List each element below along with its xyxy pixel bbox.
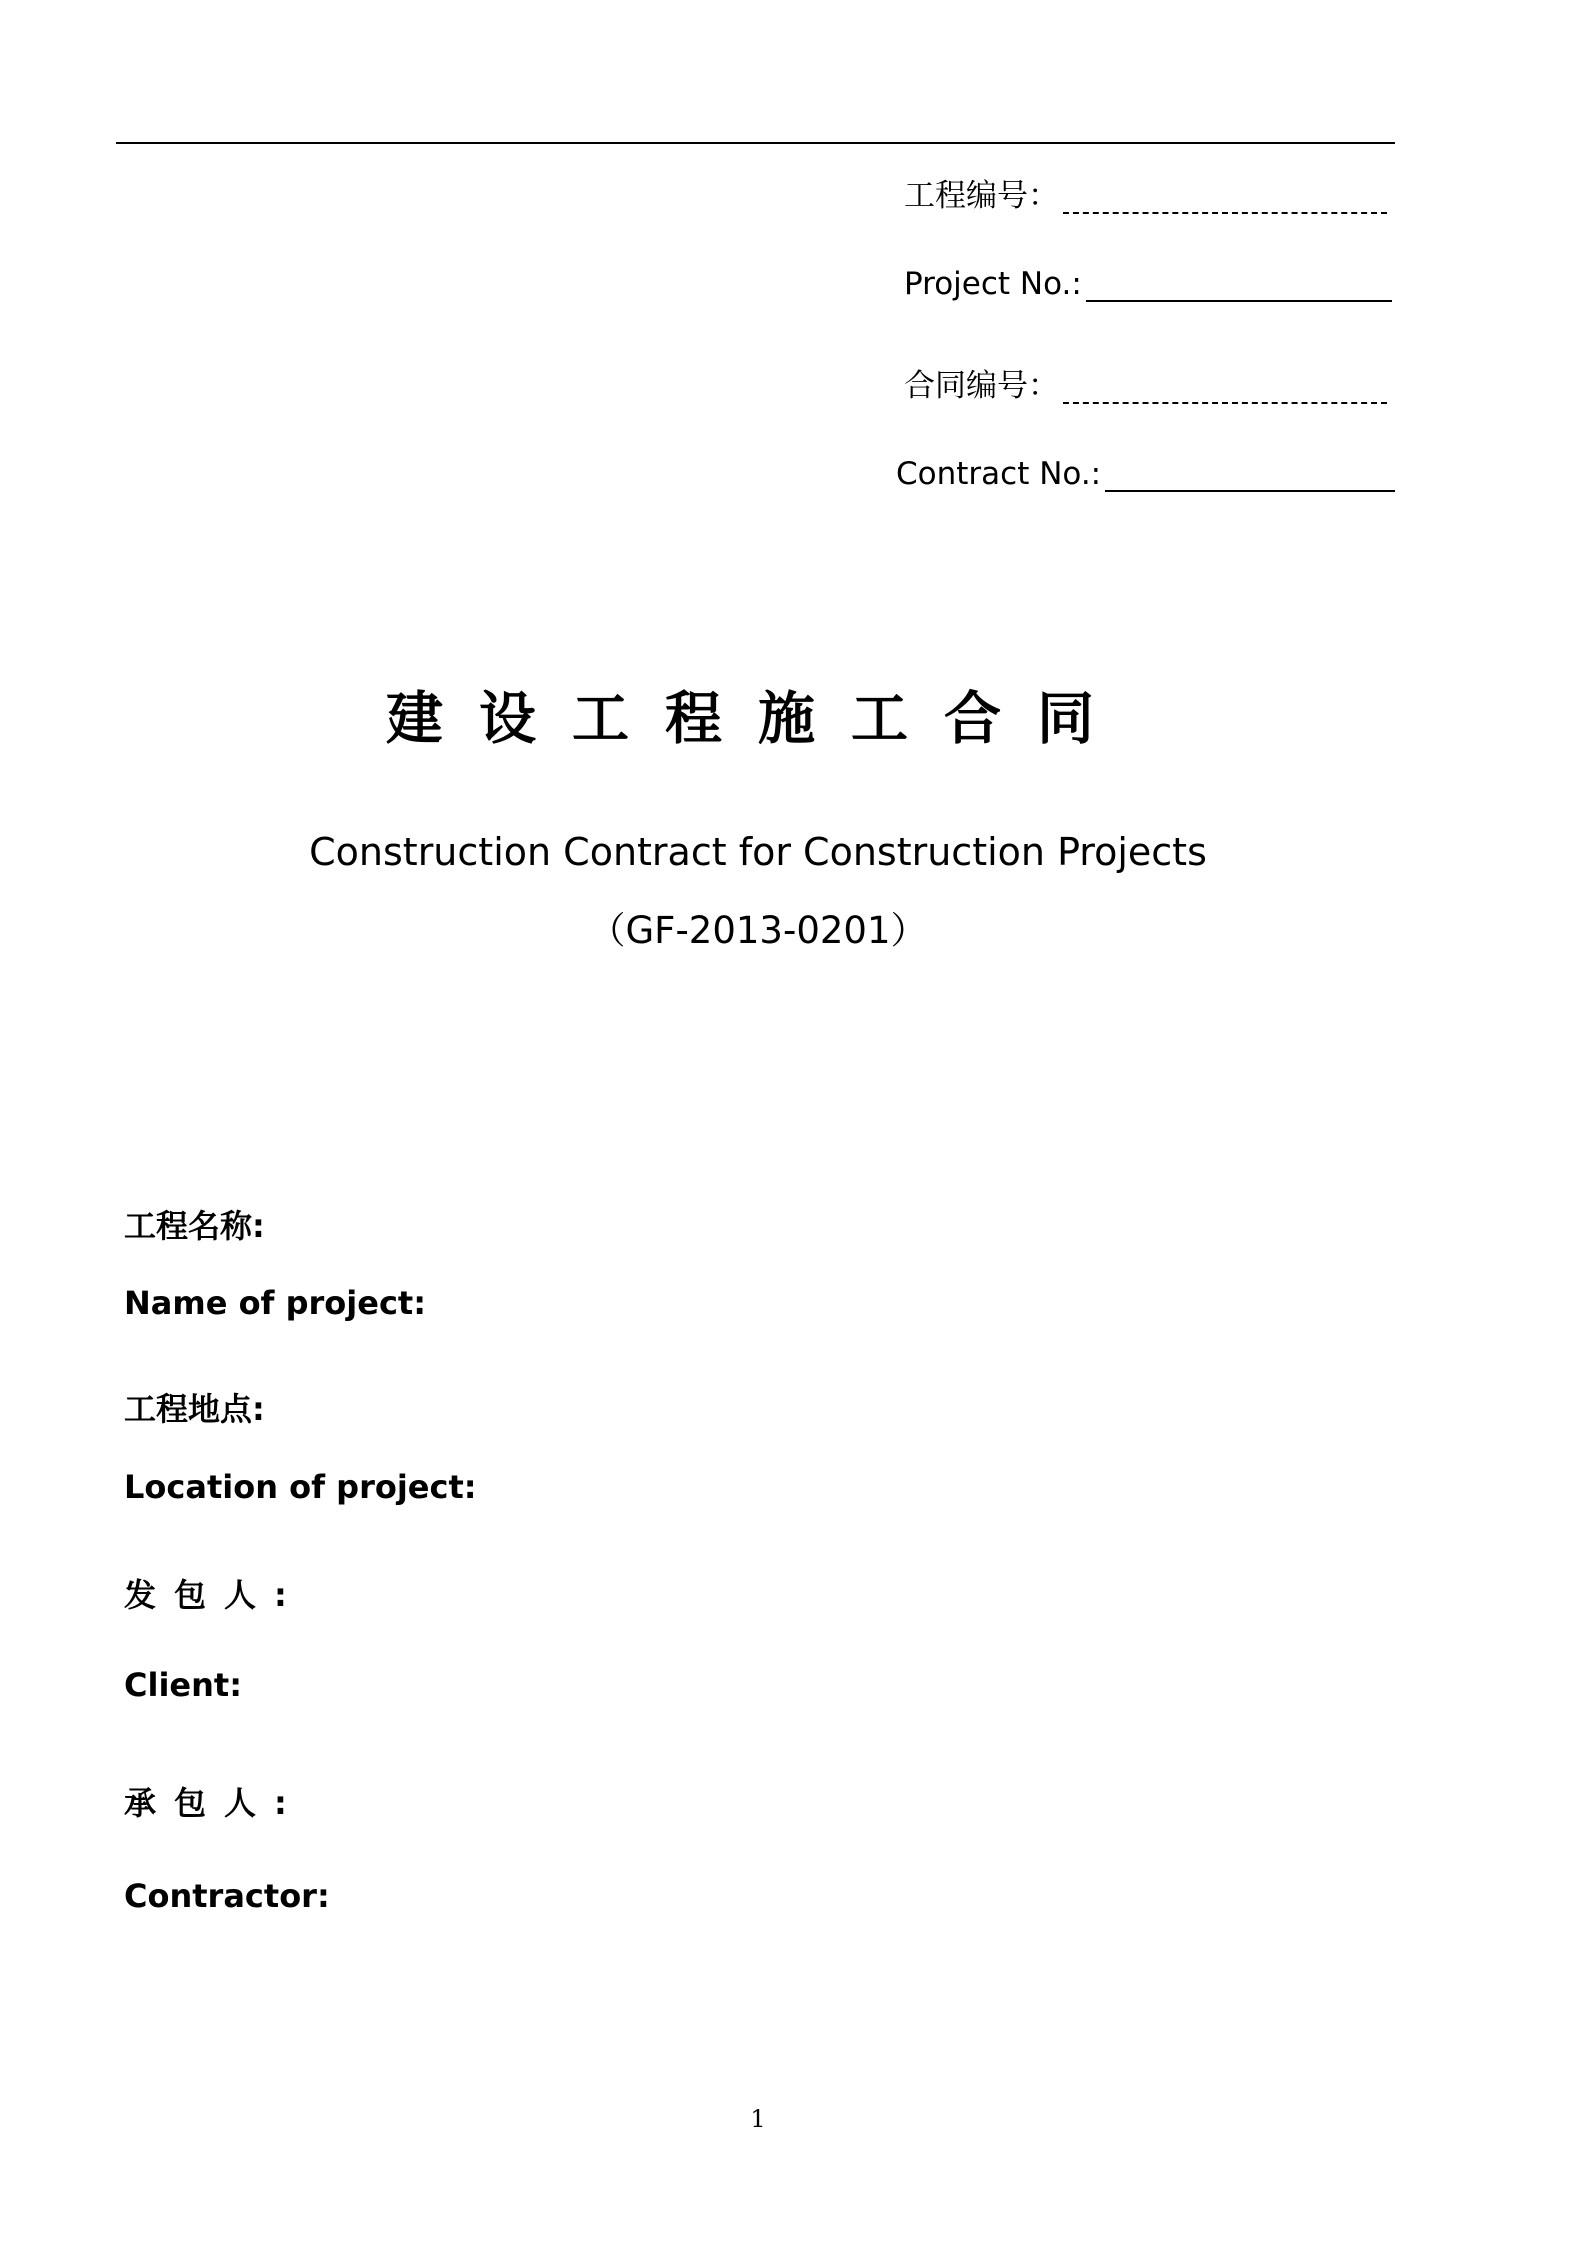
- client-en-label: Client:: [124, 1666, 242, 1704]
- contract-no-cn-label: 合同编号：: [904, 368, 1059, 404]
- contract-no-en-field: [896, 454, 1395, 494]
- project-no-en-label: Project No.:: [904, 266, 1082, 302]
- header-rule: [116, 142, 1395, 144]
- project-no-en-blank[interactable]: [1086, 272, 1392, 302]
- page-number: 1: [750, 2105, 766, 2133]
- contract-no-en-blank[interactable]: [1105, 462, 1395, 492]
- project-location-en-label: Location of project:: [124, 1468, 477, 1506]
- contract-no-cn-blank[interactable]: [1063, 374, 1387, 404]
- project-no-en-field: [904, 264, 1392, 304]
- contract-no-en-label: Contract No.:: [896, 456, 1102, 492]
- contract-no-cn-field: [904, 366, 1387, 406]
- project-no-cn-blank[interactable]: [1063, 184, 1387, 214]
- project-name-cn-label: 工程名称:: [124, 1207, 265, 1245]
- document-title-cn: 建设工程施工合同: [386, 686, 1130, 752]
- project-no-cn-label: 工程编号：: [904, 178, 1059, 214]
- document-title-en: Construction Contract for Construction Projects: [309, 830, 1207, 874]
- client-cn-label: 发包人:: [124, 1576, 305, 1614]
- contractor-en-label: Contractor:: [124, 1877, 330, 1915]
- document-code: （GF-2013-0201）: [588, 909, 928, 952]
- contractor-cn-label: 承包人:: [124, 1784, 305, 1822]
- project-no-cn-field: [904, 176, 1387, 216]
- project-location-cn-label: 工程地点:: [124, 1390, 265, 1428]
- project-name-en-label: Name of project:: [124, 1284, 427, 1322]
